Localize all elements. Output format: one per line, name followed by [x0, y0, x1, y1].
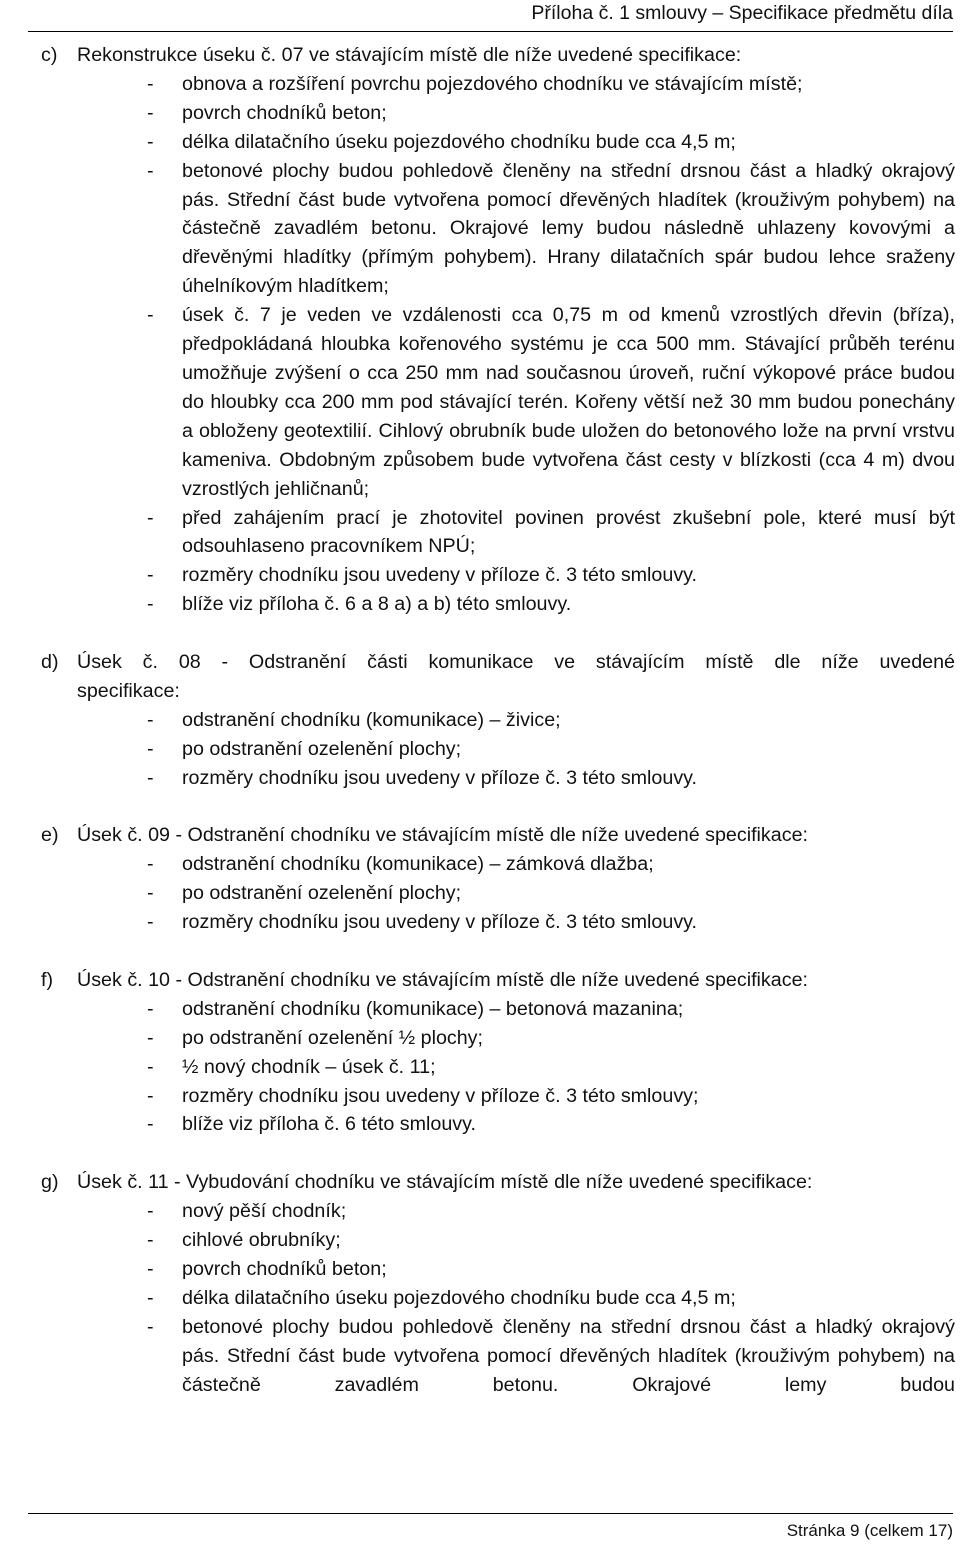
list-bullet: - — [147, 1055, 154, 1078]
section-d — [41, 648, 955, 793]
list-item-text: betonové plochy budou pohledově členěny na střední drsnou část a hladký okrajový pás. Střední část bude vytvořena pomocí dřevěných hladítek (krouživým pohybem) na částečně zavadlém betonu. Okrajové lemy budou následně uhlazeny kovovými a dřevěnými hladítky (přímým pohybem). Hrany dilatačních spár budou lehce sraženy úhelníkovým hladítkem; — [182, 159, 955, 298]
list-bullet: - — [147, 1113, 154, 1136]
list-item-text: rozměry chodníku jsou uvedeny v příloze č. 3 této smlouvy. — [182, 911, 698, 934]
list-item-text: obnova a rozšíření povrchu pojezdového chodníku ve stávajícím místě; — [182, 72, 803, 95]
list-item-text: ½ nový chodník – úsek č. 11; — [182, 1055, 436, 1078]
list-item-text: po odstranění ozelenění plochy; — [182, 882, 462, 905]
section-title: Rekonstrukce úseku č. 07 ve stávajícím místě dle níže uvedené specifikace: — [77, 44, 742, 66]
section-label: c) — [41, 44, 58, 66]
section-title: Úsek č. 09 - Odstranění chodníku ve stávajícím místě dle níže uvedené specifikace: — [77, 824, 808, 847]
list-item-text: blíže viz příloha č. 6 a 8 a) a b) této smlouvy. — [182, 593, 572, 616]
list-item — [147, 850, 955, 879]
list-item-text: povrch chodníků beton; — [182, 1258, 387, 1280]
list-item-text: po odstranění ozelenění ½ plochy; — [182, 1026, 483, 1049]
list-bullet: - — [147, 593, 154, 616]
section-f — [41, 966, 955, 1139]
list-item — [147, 1255, 955, 1284]
list-bullet: - — [147, 1200, 154, 1223]
list-item — [147, 1284, 955, 1313]
list-item — [147, 1197, 955, 1226]
list-bullet: - — [147, 1258, 154, 1280]
list-bullet: - — [147, 72, 154, 95]
list-bullet: - — [147, 997, 154, 1020]
section-e — [41, 821, 955, 937]
section-heading — [41, 648, 955, 677]
section-title: Úsek č. 11 - Vybudování chodníku ve stávajícím místě dle níže uvedené specifikace: — [77, 1171, 813, 1194]
list-item — [147, 1110, 955, 1139]
list-item — [147, 879, 955, 908]
section-items — [41, 706, 955, 793]
list-item — [147, 764, 955, 793]
list-bullet: - — [147, 853, 154, 876]
section-label: f) — [41, 968, 54, 991]
list-item — [147, 590, 955, 619]
list-item — [147, 1024, 955, 1053]
list-bullet: - — [147, 506, 154, 529]
footer-rule — [28, 1513, 953, 1514]
list-item — [147, 99, 955, 128]
list-item — [147, 706, 955, 735]
list-item — [147, 561, 955, 590]
list-bullet: - — [147, 564, 154, 587]
list-bullet: - — [147, 130, 154, 153]
section-label: g) — [41, 1171, 59, 1194]
list-item — [147, 70, 955, 99]
section-heading — [41, 41, 955, 70]
section-g — [41, 1168, 955, 1399]
list-item — [147, 995, 955, 1024]
list-item-text: odstranění chodníku (komunikace) – živice; — [182, 708, 561, 731]
list-item — [147, 128, 955, 157]
list-bullet: - — [147, 737, 154, 760]
section-heading — [41, 966, 955, 995]
list-item-text: úsek č. 7 je veden ve vzdálenosti cca 0,75 m od kmenů vzrostlých dřevin (bříza), předpokládaná hloubka kořenového systému je cca 500 mm. Stávající průběh terénu umožňuje zvýšení o cca 250 mm nad současnou úroveň, ruční výkopové práce budou do hloubky cca 200 mm pod stávající terén. Kořeny větší než 30 mm budou ponechány a obloženy geotextilií. Cihlový obrubník bude uložen do betonového lože na první vrstvu kameniva. Obdobným způsobem bude vytvořena část cesty v blízkosti (cca 4 m) dvou vzrostlých jehličnanů; — [182, 304, 955, 500]
list-bullet: - — [147, 159, 154, 182]
list-item-text: cihlové obrubníky; — [182, 1229, 341, 1252]
section-items — [41, 1197, 955, 1399]
list-item — [147, 301, 955, 503]
section-c — [41, 41, 955, 619]
list-item — [147, 908, 955, 937]
header-rule — [28, 31, 953, 32]
section-items — [41, 995, 955, 1140]
list-item-text: odstranění chodníku (komunikace) – zámková dlažba; — [182, 853, 654, 876]
list-bullet: - — [147, 1315, 154, 1338]
list-bullet: - — [147, 1229, 154, 1252]
section-heading — [41, 1168, 955, 1197]
list-item — [147, 1226, 955, 1255]
section-title: Úsek č. 10 - Odstranění chodníku ve stávajícím místě dle níže uvedené specifikace: — [77, 968, 808, 991]
section-items — [41, 850, 955, 937]
list-bullet: - — [147, 1286, 154, 1309]
list-item-text: povrch chodníků beton; — [182, 101, 387, 124]
list-bullet: - — [147, 304, 154, 327]
list-bullet: - — [147, 882, 154, 905]
list-bullet: - — [147, 766, 154, 789]
list-item-text: délka dilatačního úseku pojezdového chodníku bude cca 4,5 m; — [182, 1286, 736, 1309]
list-item-text: rozměry chodníku jsou uvedeny v příloze č. 3 této smlouvy. — [182, 766, 698, 789]
section-label: e) — [41, 824, 59, 847]
list-item — [147, 735, 955, 764]
list-item — [147, 504, 955, 562]
section-heading — [41, 821, 955, 850]
section-title-continuation: specifikace: — [77, 679, 180, 702]
list-item — [147, 1313, 955, 1400]
list-item-text: rozměry chodníku jsou uvedeny v příloze č. 3 této smlouvy; — [182, 1084, 699, 1107]
list-bullet: - — [147, 708, 154, 731]
list-item — [147, 1053, 955, 1082]
list-item-text: před zahájením prací je zhotovitel povinen provést zkušební pole, které musí být odsouhlaseno pracovníkem NPÚ; — [182, 506, 955, 558]
page-header: Příloha č. 1 smlouvy – Specifikace předmětu díla — [531, 2, 953, 24]
list-item-text: po odstranění ozelenění plochy; — [182, 737, 462, 760]
section-label: d) — [41, 651, 59, 674]
list-item-text: nový pěší chodník; — [182, 1200, 347, 1223]
list-item-text: blíže viz příloha č. 6 této smlouvy. — [182, 1113, 476, 1136]
document-body — [41, 41, 955, 1400]
list-item — [147, 1082, 955, 1111]
list-item — [147, 157, 955, 302]
page-footer: Stránka 9 (celkem 17) — [786, 1521, 953, 1540]
list-bullet: - — [147, 101, 154, 124]
list-item-text: odstranění chodníku (komunikace) – betonová mazanina; — [182, 997, 684, 1020]
list-item-text: délka dilatačního úseku pojezdového chodníku bude cca 4,5 m; — [182, 130, 736, 153]
list-bullet: - — [147, 911, 154, 934]
list-bullet: - — [147, 1026, 154, 1049]
sections-container — [41, 41, 955, 1400]
list-item-text: rozměry chodníku jsou uvedeny v příloze č. 3 této smlouvy. — [182, 564, 698, 587]
list-item-text: betonové plochy budou pohledově členěny na střední drsnou část a hladký okrajový pás. Střední část bude vytvořena pomocí dřevěných hladítek (krouživým pohybem) na částečně zavadlém betonu. Okrajové lemy budou — [182, 1315, 955, 1396]
section-items — [41, 70, 955, 619]
list-bullet: - — [147, 1084, 154, 1107]
section-title: Úsek č. 08 - Odstranění části komunikace ve stávajícím místě dle níže uvedené — [77, 651, 955, 674]
